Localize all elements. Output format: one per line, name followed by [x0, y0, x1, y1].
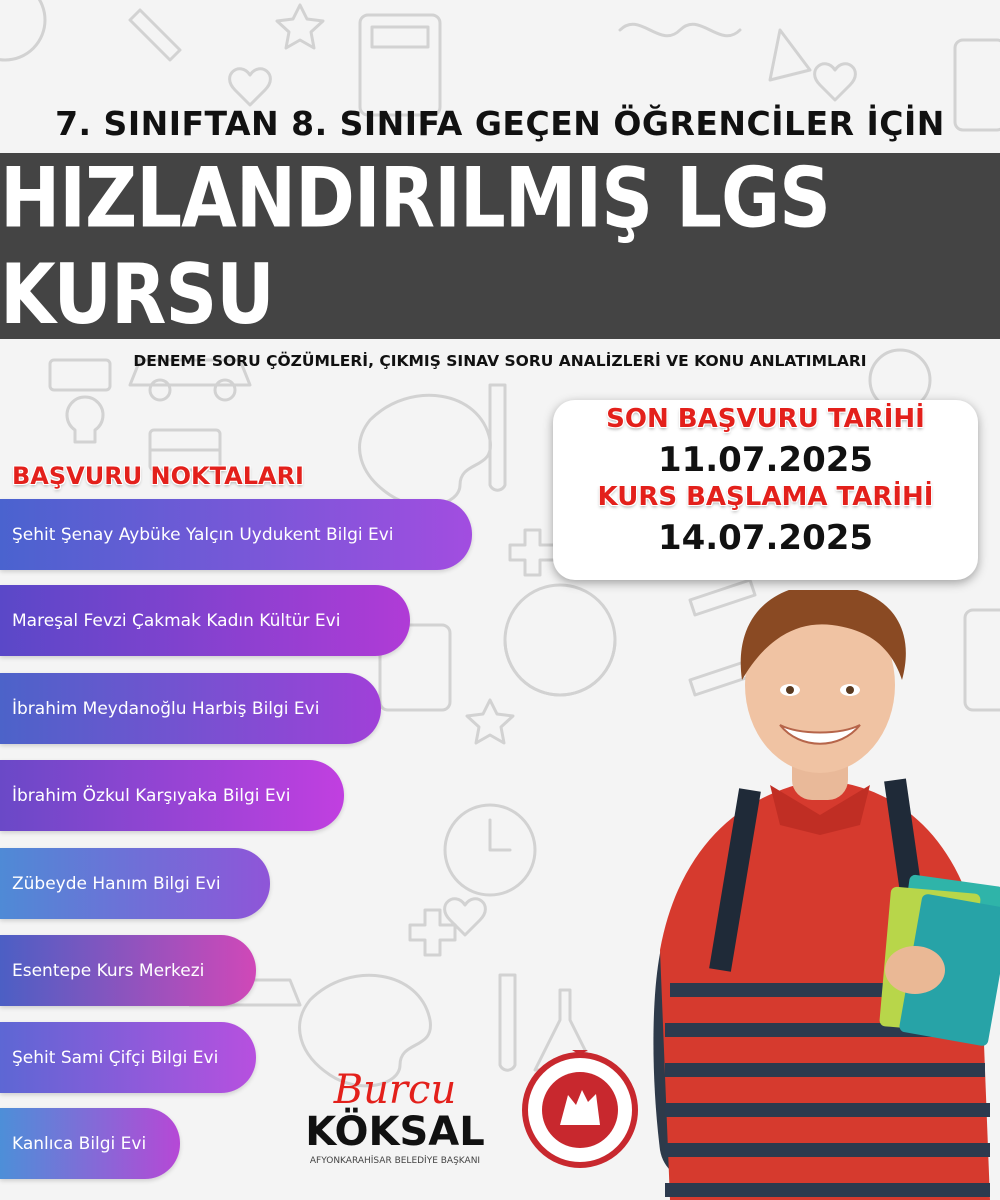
point-item [0, 499, 472, 570]
signature-text: Burcu [333, 1067, 457, 1113]
point-label: Şehit Şenay Aybüke Yalçın Uydukent Bilgi Evi [12, 524, 394, 545]
top-title: 7. SINIFTAN 8. SINIFA GEÇEN ÖĞRENCİLER İÇİN [55, 104, 945, 143]
point-label: İbrahim Meydanoğlu Harbiş Bilgi Evi [12, 698, 320, 719]
subtitle: DENEME SORU ÇÖZÜMLERİ, ÇIKMIŞ SINAV SORU ANALİZLERİ VE KONU ANLATIMLARI [133, 352, 867, 370]
point-label: İbrahim Özkul Karşıyaka Bilgi Evi [12, 785, 291, 806]
point-item [0, 1108, 180, 1179]
main-title: HIZLANDIRILMIŞ LGS KURSU [0, 149, 830, 343]
point-item [0, 848, 270, 919]
title-banner [0, 149, 1000, 343]
point-item [0, 673, 381, 744]
application-points-heading: BAŞVURU NOKTALARI [12, 462, 304, 490]
student-photo [630, 590, 1000, 1200]
start-value: 14.07.2025 [657, 518, 874, 558]
point-item [0, 935, 256, 1006]
point-item [0, 760, 344, 831]
point-label: Şehit Sami Çifçi Bilgi Evi [12, 1047, 219, 1068]
deadline-value: 11.07.2025 [657, 440, 874, 480]
mayor-signature-logo [300, 1055, 490, 1170]
point-label: Mareşal Fevzi Çakmak Kadın Kültür Evi [12, 610, 341, 631]
point-label: Zübeyde Hanım Bilgi Evi [12, 873, 221, 894]
mayor-caption: AFYONKARAHİSAR BELEDİYE BAŞKANI [309, 1156, 481, 1166]
point-label: Esentepe Kurs Merkezi [12, 960, 205, 981]
start-label: KURS BAŞLAMA TARİHİ [597, 482, 934, 512]
mayor-name: KÖKSAL [305, 1109, 485, 1155]
point-label: Kanlıca Bilgi Evi [12, 1133, 147, 1154]
deadline-label: SON BAŞVURU TARİHİ [606, 404, 925, 434]
municipality-seal-logo [520, 1050, 640, 1170]
date-card [553, 400, 978, 580]
point-item [0, 1022, 256, 1093]
point-item [0, 585, 410, 656]
